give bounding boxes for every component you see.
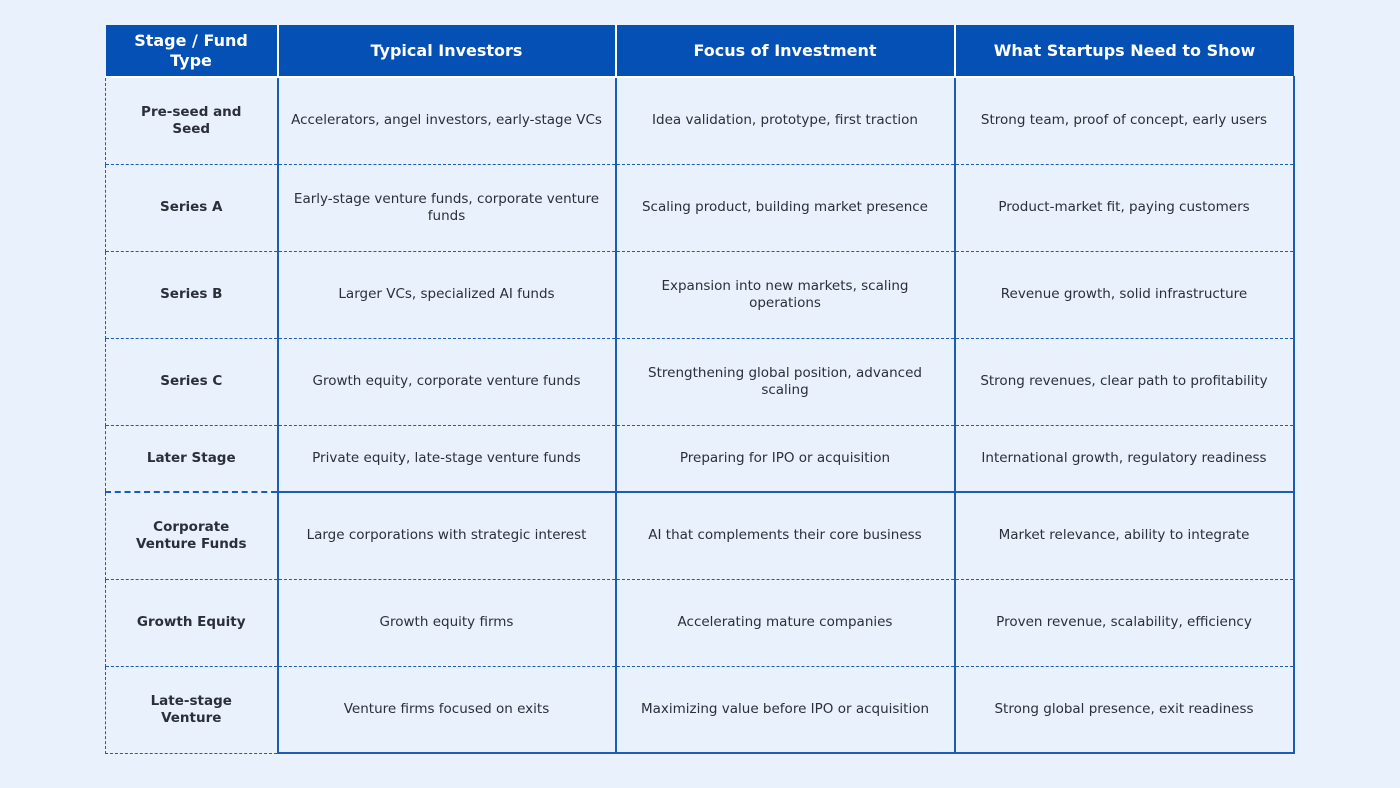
- row-show: Revenue growth, solid infrastructure: [955, 251, 1294, 338]
- row-stage: Pre-seed and Seed: [106, 77, 278, 164]
- row-focus: Strengthening global position, advanced scaling: [616, 338, 955, 425]
- row-show: Market relevance, ability to integrate: [955, 492, 1294, 579]
- row-focus: Scaling product, building market presence: [616, 164, 955, 251]
- row-investors: Growth equity firms: [278, 579, 616, 666]
- row-investors: Private equity, late-stage venture funds: [278, 425, 616, 492]
- row-focus: Idea validation, prototype, first traction: [616, 77, 955, 164]
- header-stage: Stage / Fund Type: [106, 25, 278, 77]
- row-focus: Maximizing value before IPO or acquisition: [616, 666, 955, 753]
- header-focus: Focus of Investment: [616, 25, 955, 77]
- row-show: Product-market fit, paying customers: [955, 164, 1294, 251]
- row-stage: Series A: [106, 164, 278, 251]
- row-show: International growth, regulatory readiness: [955, 425, 1294, 492]
- row-stage: Growth Equity: [106, 579, 278, 666]
- table-row: [106, 492, 1294, 579]
- row-investors: Larger VCs, specialized AI funds: [278, 251, 616, 338]
- row-focus: AI that complements their core business: [616, 492, 955, 579]
- row-show: Strong global presence, exit readiness: [955, 666, 1294, 753]
- header-investors: Typical Investors: [278, 25, 616, 77]
- row-focus: Expansion into new markets, scaling operations: [616, 251, 955, 338]
- funding-stages-table: [105, 25, 1295, 754]
- table-row: [106, 164, 1294, 251]
- row-show: Strong revenues, clear path to profitability: [955, 338, 1294, 425]
- table-header-row: [106, 25, 1294, 77]
- table-row: [106, 77, 1294, 164]
- funding-stages-table-container: [105, 25, 1293, 753]
- row-focus: Accelerating mature companies: [616, 579, 955, 666]
- table-row: [106, 251, 1294, 338]
- row-focus: Preparing for IPO or acquisition: [616, 425, 955, 492]
- header-show: What Startups Need to Show: [955, 25, 1294, 77]
- row-investors: Accelerators, angel investors, early-stage VCs: [278, 77, 616, 164]
- row-stage: Corporate Venture Funds: [106, 492, 278, 579]
- table-row: [106, 579, 1294, 666]
- row-stage: Series C: [106, 338, 278, 425]
- table-row: [106, 338, 1294, 425]
- row-investors: Venture firms focused on exits: [278, 666, 616, 753]
- row-investors: Growth equity, corporate venture funds: [278, 338, 616, 425]
- row-investors: Early-stage venture funds, corporate venture funds: [278, 164, 616, 251]
- row-stage: Later Stage: [106, 425, 278, 492]
- row-stage: Series B: [106, 251, 278, 338]
- row-investors: Large corporations with strategic interest: [278, 492, 616, 579]
- row-show: Proven revenue, scalability, efficiency: [955, 579, 1294, 666]
- row-stage: Late-stage Venture: [106, 666, 278, 753]
- table-row: [106, 425, 1294, 492]
- table-row: [106, 666, 1294, 753]
- row-show: Strong team, proof of concept, early users: [955, 77, 1294, 164]
